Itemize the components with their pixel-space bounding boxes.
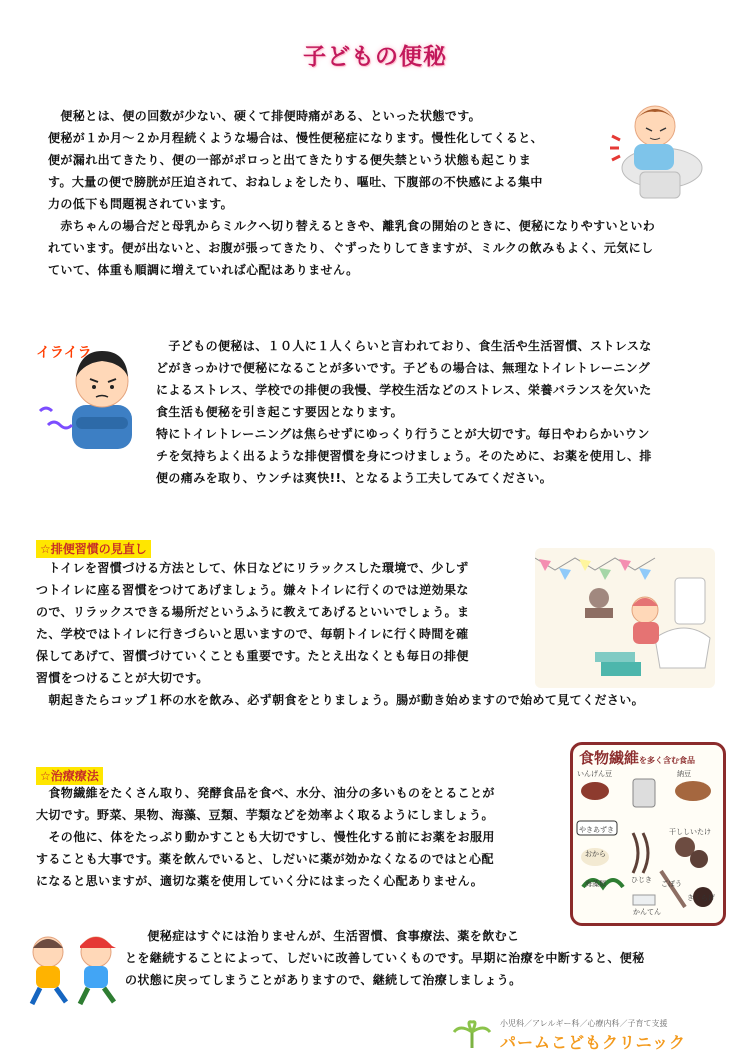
treatment-line: することも大事です。薬を飲んでいると、しだいに薬が効かなくなるのではと心配 — [36, 852, 494, 866]
fiber-item: 納豆 — [677, 770, 691, 778]
closing-paragraph — [125, 925, 735, 991]
fiber-item: やきあずき — [579, 826, 614, 834]
habit-line: トイレを習慣づける方法として、休日などにリラックスした環境で、少しず — [36, 561, 469, 575]
intro-line: 赤ちゃんの場合だと母乳からミルクへ切り替えるときや、離乳食の開始のときに、便秘になりやすいといわ — [48, 219, 656, 233]
habit-line: ので、リラックスできる場所だというふうに教えてあげるといいでしょう。ま — [36, 605, 470, 619]
toilet-child-illustration — [600, 96, 710, 201]
running-kids-illustration — [18, 930, 128, 1010]
fiber-item: きくらげ — [687, 894, 715, 902]
page-title: 子どもの便秘 — [303, 44, 447, 70]
habit-line: つトイレに座る習慣をつけてあげましょう。嫌々トイレに行くのでは逆効果な — [36, 583, 469, 597]
fiber-item: おから — [585, 850, 606, 858]
treatment-paragraph — [36, 782, 566, 892]
fiber-item: ひじき — [631, 876, 652, 884]
intro-line: す。大量の便で膀胱が圧迫されて、おねしょをしたり、嘔吐、下腹部の不快感による集中 — [48, 175, 543, 189]
habit-heading — [36, 538, 151, 558]
clinic-name: パームこどもクリニック — [500, 1033, 687, 1052]
treatment-heading-label: ☆治療療法 — [36, 767, 103, 785]
child-constipation-paragraph — [156, 335, 736, 489]
angry-text: イライラ — [36, 345, 92, 361]
treatment-line: 食物繊維をたくさん取り、発酵食品を食べ、水分、油分の多いものをとることが — [36, 786, 495, 800]
intro-line: れています。便が出ないと、お腹が張ってきたり、ぐずったりしてきますが、ミルクの飲みもよく、元気にし — [48, 241, 654, 255]
child-line: によるストレス、学校での排便の我慢、学校生活などのストレス、栄養バランスを欠いた — [156, 383, 652, 397]
fiber-subtitle: を多く含む食品 — [639, 756, 696, 765]
intro-line: 便秘とは、便の回数が少ない、硬くて排便時痛がある、といった状態です。 — [48, 109, 482, 123]
habit-line: 習慣をつけることが大切です。 — [36, 671, 209, 685]
habit-line: た、学校ではトイレに行きづらいと思いますので、毎朝トイレに行く時間を確 — [36, 627, 469, 641]
habit-line: 保してあげて、習慣づけていくことも重要です。たとえ出なくとも毎日の排便 — [36, 649, 469, 663]
intro-line: 便秘が１か月～２か月程続くような場合は、慢性便秘症になります。慢性化してくると、 — [48, 131, 544, 145]
fiber-item: 海藻類 — [585, 880, 606, 888]
fiber-foods-illustration — [570, 742, 726, 926]
habit-morning-line: 朝起きたらコップ１杯の水を飲み、必ず朝食をとりましょう。腸が動き始めますので始めて見てください。 — [36, 693, 645, 707]
treatment-line: になると思いますが、適切な薬を使用していく分にはまったく心配ありません。 — [36, 874, 484, 888]
closing-line: 便秘症はすぐには治りませんが、生活習慣、食事療法、薬を飲むこ — [135, 929, 520, 943]
closing-line: とを継続することによって、しだいに改善していくものです。早期に治療を中断すると、便秘 — [125, 951, 645, 965]
habit-heading-label: ☆排便習慣の見直し — [36, 540, 151, 558]
fiber-item: いんげん豆 — [577, 770, 612, 778]
intro-line: ていて、体重も順調に増えていれば心配はありません。 — [48, 263, 359, 277]
fiber-title: 食物繊維 — [579, 749, 640, 767]
child-line: チを気持ちよく出るような排便習慣を身につけましょう。そのために、お薬を使用し、排 — [156, 449, 652, 463]
treatment-line: 大切です。野菜、果物、海藻、豆類、芋類などを効率よく取るようにしましょう。 — [36, 808, 494, 822]
toilet-training-illustration — [535, 548, 715, 688]
intro-line: 便が漏れ出てきたり、便の一部がポロっと出てきたりする便失禁という状態も起こりま — [48, 153, 532, 167]
clinic-logo — [452, 1018, 722, 1052]
clinic-departments: 小児科／アレルギー科／心療内科／子育て支援 — [500, 1019, 668, 1028]
fiber-item: ごぼう — [661, 880, 682, 888]
intro-line: 力の低下も問題視されています。 — [48, 197, 234, 211]
child-line: 子どもの便秘は、１０人に１人くらいと言われており、食生活や生活習慣、ストレスな — [156, 339, 652, 353]
child-line: 特にトイレトレーニングは焦らせずにゆっくり行うことが大切です。毎日やわらかいウン — [156, 427, 650, 441]
clinic-palm-icon — [452, 1020, 492, 1050]
closing-line: の状態に戻ってしまうことがありますので、継続して治療しましょう。 — [125, 973, 522, 987]
fiber-item: 干ししいたけ — [669, 828, 711, 836]
treatment-line: その他に、体をたっぷり動かすことも大切ですし、慢性化する前にお薬をお服用 — [36, 830, 495, 844]
fiber-item: かんてん — [633, 908, 661, 916]
habit-full-line — [36, 689, 736, 711]
child-line: 食生活も便秘を引き起こす要因となります。 — [156, 405, 404, 419]
child-line: どがきっかけで便秘になることが多いです。子どもの場合は、無理なトイレトレーニング — [156, 361, 651, 375]
child-line: 便の痛みを取り、ウンチは爽快!!、となるよう工夫してみてください。 — [156, 471, 553, 485]
irritated-child-illustration — [30, 335, 150, 450]
habit-paragraph — [36, 557, 536, 689]
